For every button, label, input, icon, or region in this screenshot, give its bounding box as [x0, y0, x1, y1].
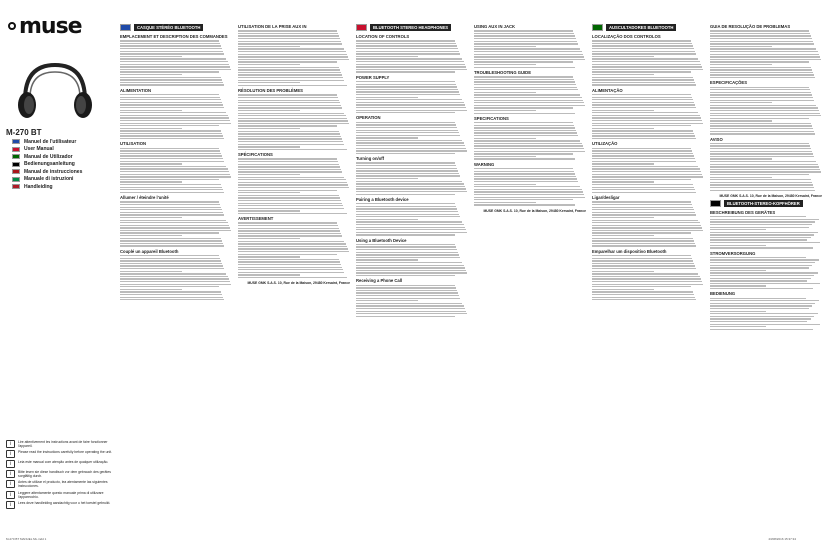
subsection-heading: Couplé un appareil Bluetooth [120, 248, 179, 254]
text-column [356, 22, 468, 532]
subsection-heading: LOCATION OF CONTROLS [356, 34, 410, 39]
subsection-heading: BESCHREIBUNG DES GERÄTES [710, 209, 776, 215]
flag-icon [12, 154, 20, 159]
flag-icon [12, 184, 20, 189]
subsection-heading: Ligar/desligar [592, 195, 620, 201]
brand-logo [8, 14, 82, 39]
subsection-heading: Receiving a Phone Call [356, 278, 403, 284]
text-column [120, 22, 232, 532]
body-text-block [710, 257, 822, 289]
subsection-heading: USING AUX IN JACK [474, 24, 516, 29]
body-text-block [710, 87, 822, 135]
subsection-heading: UTILISATION DE LA PRISE AUX IN [238, 24, 307, 29]
language-item [12, 183, 112, 191]
instruction-legend [6, 440, 116, 511]
model-name: M-270 BT [6, 128, 42, 137]
flag-icon [12, 162, 20, 167]
language-label: User Manual [24, 146, 54, 153]
brand-name: muse [19, 14, 82, 39]
manual-book-icon: i [6, 470, 15, 478]
body-text-block [592, 40, 704, 85]
body-text-block [592, 148, 704, 193]
subsection-heading: Turning on/off [356, 156, 385, 162]
legend-text: Lees deze handleiding aandachtig voor u het toestel gebruikt. [18, 500, 111, 505]
company-address: MUSE GMK S.A.S. 10, Rue de la Maison, 29480 Kersaint, France [483, 208, 586, 213]
flag-icon [120, 24, 131, 31]
company-address: MUSE GMK S.A.S. 10, Rue de la Maison, 29480 Kersaint, France [247, 281, 350, 286]
legend-text: Lire attentivement les instructions avant de faire fonctionner l'appareil. [18, 440, 108, 449]
legend-row [6, 470, 116, 478]
manual-book-icon: i [6, 440, 15, 448]
subsection-heading: Emparelhar um dispositivo Bluetooth [592, 248, 667, 254]
body-text-block [120, 201, 232, 246]
legend-text: Please read the instructions carefully before operating the unit. [18, 450, 113, 455]
legend-row [6, 440, 116, 448]
body-text-block [356, 162, 468, 194]
legend-row [6, 491, 116, 499]
body-text-block [120, 40, 232, 85]
subsection-heading: SPECIFICATIONS [474, 115, 509, 121]
text-column [592, 22, 704, 532]
section-title: BLUETOOTH STEREO HEADPHONES [370, 24, 451, 31]
flag-icon [12, 147, 20, 152]
company-address: MUSE GMK S.A.S. 10, Rue de la Maison, 29480 Kersaint, France [719, 193, 822, 198]
flag-icon [356, 24, 367, 31]
flag-icon [12, 139, 20, 144]
print-footer [6, 537, 796, 541]
subsection-heading: Using a Bluetooth Device [356, 237, 407, 243]
subsection-heading: ESPECIFICAÇÕES [710, 80, 747, 86]
legend-text: Leggere attentamente questo manuale prima di utilizzare l'apparecchio. [18, 490, 104, 499]
subsection-heading: EMPLACEMENT ET DESCRIPTION DES COMMANDES [120, 34, 228, 39]
language-item [12, 138, 112, 146]
body-text-block [238, 94, 350, 150]
body-text-block [238, 222, 350, 278]
footer-right: 23/08/2016 15:37:34 [768, 537, 796, 541]
body-text-block [120, 148, 232, 193]
language-item [12, 146, 112, 154]
manual-book-icon: i [6, 460, 15, 468]
subsection-heading: TROUBLESHOOTING GUIDE [474, 69, 531, 75]
language-item [12, 168, 112, 176]
body-text-block [592, 201, 704, 246]
language-label: Manuel de l'utilisateur [24, 138, 77, 145]
subsection-heading: Pairing a Bluetooth device [356, 196, 409, 202]
section-header [592, 24, 704, 31]
text-column [474, 22, 586, 532]
subsection-heading: UTILISATION [120, 141, 146, 147]
body-text-block [474, 30, 586, 68]
body-text-block [474, 168, 586, 206]
legend-text: Leia este manual com atenção antes de qualquer utilização. [18, 460, 109, 465]
subsection-heading: OPERATION [356, 115, 381, 121]
body-text-block [710, 30, 822, 78]
headphones-icon [10, 60, 100, 120]
body-text-block [592, 255, 704, 300]
subsection-heading: SPÉCIFICATIONS [238, 152, 273, 158]
subsection-heading: POWER SUPPLY [356, 74, 390, 80]
subsection-heading: Allumer / éteindre l'unité [120, 195, 169, 201]
manual-book-icon: i [6, 480, 15, 488]
body-text-block [356, 203, 468, 235]
logo-icon [8, 22, 16, 30]
language-item [12, 153, 112, 161]
section-header [120, 24, 232, 31]
legend-text: Antes de utilizar el producto, lea atentamente las siguientes instrucciones. [18, 480, 108, 489]
language-label: Manual de instrucciones [24, 168, 83, 175]
language-list [12, 138, 112, 191]
language-item [12, 161, 112, 169]
body-text-block [710, 143, 822, 191]
text-column [710, 22, 822, 532]
legend-row [6, 460, 116, 468]
legend-row [6, 450, 116, 458]
body-text-block [120, 255, 232, 300]
language-item [12, 176, 112, 184]
flag-icon [592, 24, 603, 31]
subsection-heading: ALIMENTAÇÃO [592, 87, 623, 93]
body-text-block [474, 122, 586, 160]
body-text-block [356, 122, 468, 154]
subsection-heading: WARNING [474, 161, 495, 167]
subsection-heading: LOCALIZAÇÃO DOS CONTROLOS [592, 34, 661, 39]
flag-icon [12, 169, 20, 174]
subsection-heading: GUIA DE RESOLUÇÃO DE PROBLEMAS [710, 24, 791, 29]
section-header [356, 24, 468, 31]
body-text-block [710, 216, 822, 248]
body-text-block [356, 244, 468, 276]
legend-row [6, 480, 116, 488]
subsection-heading: BEDIENUNG [710, 291, 736, 297]
body-text-block [356, 40, 468, 72]
language-label: Manuale di istruzioni [24, 176, 74, 183]
legend-row [6, 501, 116, 509]
language-label: Handleiding [24, 183, 53, 190]
manual-book-icon: i [6, 501, 15, 509]
subsection-heading: AVISO [710, 136, 723, 142]
body-text-block [120, 94, 232, 139]
subsection-heading: UTILIZAÇÃO [592, 141, 618, 147]
footer-left: M-270 BT MANUEL ML.indd 1 [6, 537, 47, 541]
body-text-block [238, 30, 350, 86]
section-header [710, 200, 822, 207]
language-label: Manual de Utilizador [24, 153, 73, 160]
language-label: Bedienungsanleitung [24, 161, 75, 168]
flag-icon [710, 200, 721, 207]
subsection-heading: ALIMENTATION [120, 87, 152, 93]
body-text-block [356, 81, 468, 113]
legend-text: Bitte lesen sie diese handbuch vor dem gebrauch des gerätes sorgfältig durch. [18, 470, 111, 479]
subsection-heading: STROMVERSORGUNG [710, 250, 756, 256]
body-text-block [238, 158, 350, 214]
body-text-block [474, 76, 586, 114]
subsection-heading: RÉSOLUTION DES PROBLÈMES [238, 88, 303, 94]
subsection-heading: AVERTISSEMENT [238, 216, 274, 222]
body-text-block [356, 285, 468, 317]
section-title: AUSCULTADORES BLUETOOTH [606, 24, 676, 31]
body-text-block [710, 298, 822, 330]
manual-book-icon: i [6, 450, 15, 458]
text-column [238, 22, 350, 532]
body-text-block [592, 94, 704, 139]
section-title: BLUETOOTH-STEREO-KOPFHÖRER [724, 200, 803, 207]
flag-icon [12, 177, 20, 182]
manual-book-icon: i [6, 491, 15, 499]
section-title: CASQUE STÉRÉO BLUETOOTH [134, 24, 203, 31]
